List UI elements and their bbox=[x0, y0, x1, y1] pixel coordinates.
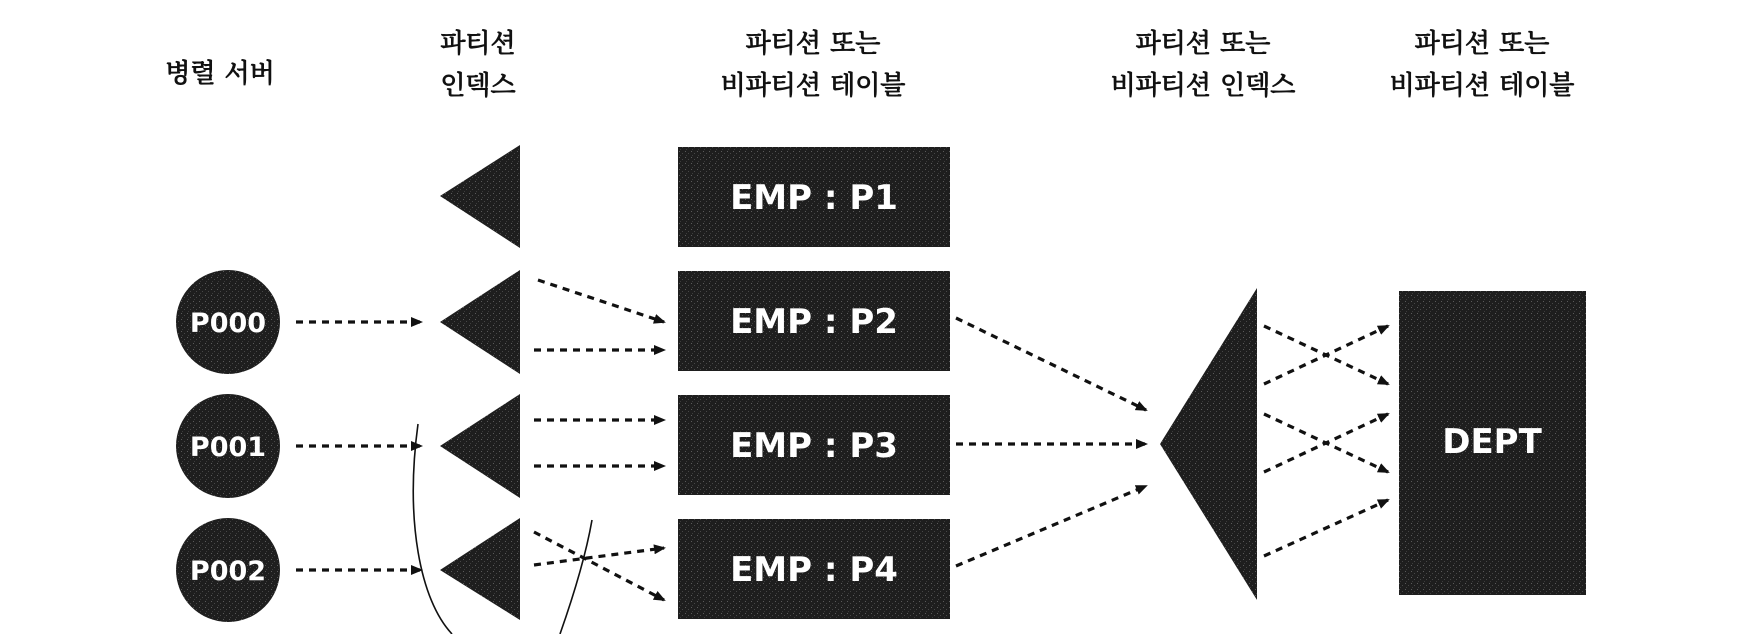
arrow-emp-p4-to-dept-index bbox=[956, 486, 1146, 566]
arrow-index4-to-emp-p4-cross bbox=[534, 532, 664, 600]
emp-partition-label: EMP : P1 bbox=[730, 178, 898, 218]
partition-index-triangle-1 bbox=[440, 145, 520, 248]
dept-index-triangle bbox=[1160, 288, 1257, 600]
server-label: P001 bbox=[189, 432, 267, 463]
emp-partition-p3 bbox=[678, 395, 950, 495]
server-p000 bbox=[176, 270, 280, 374]
partition-index-triangle-3 bbox=[440, 394, 520, 498]
header-partition-index-line1: 파티션 bbox=[440, 29, 516, 59]
arrow-emp-p2-to-dept-index bbox=[956, 318, 1146, 410]
arrow-index4-to-emp-p4 bbox=[534, 548, 664, 565]
server-p001 bbox=[176, 394, 280, 498]
emp-partition-p1 bbox=[678, 147, 950, 247]
header-index-b-line1: 파티션 또는 bbox=[1135, 29, 1271, 59]
header-table-a-line1: 파티션 또는 bbox=[745, 29, 881, 59]
emp-partition-label: EMP : P2 bbox=[730, 302, 898, 342]
emp-partition-p2 bbox=[678, 271, 950, 371]
partition-index-triangle-2 bbox=[440, 270, 520, 374]
server-label: P000 bbox=[189, 308, 267, 339]
arrow-dept-index-to-dept-4 bbox=[1264, 414, 1388, 472]
header-servers: 병렬 서버 bbox=[165, 59, 275, 89]
arrow-index2-to-emp-p2 bbox=[538, 280, 664, 322]
server-label: P002 bbox=[189, 556, 267, 587]
hand-drawn-curve bbox=[413, 424, 452, 634]
partition-index-triangle-4 bbox=[440, 518, 520, 620]
header-table-b-line1: 파티션 또는 bbox=[1414, 29, 1550, 59]
emp-partition-label: EMP : P4 bbox=[730, 550, 898, 590]
dept-label: DEPT bbox=[1442, 422, 1542, 462]
header-table-b-line2: 비파티션 테이블 bbox=[1389, 71, 1575, 101]
emp-partition-label: EMP : P3 bbox=[730, 426, 898, 466]
emp-partition-p4 bbox=[678, 519, 950, 619]
header-partition-index-line2: 인덱스 bbox=[440, 71, 516, 101]
header-table-a-line2: 비파티션 테이블 bbox=[720, 71, 906, 101]
dept-table bbox=[1399, 291, 1586, 595]
hand-drawn-stroke bbox=[560, 520, 592, 634]
arrow-dept-index-to-dept-5 bbox=[1264, 500, 1388, 556]
header-index-b-line2: 비파티션 인덱스 bbox=[1110, 71, 1296, 101]
arrow-dept-index-to-dept-2 bbox=[1264, 326, 1388, 384]
server-p002 bbox=[176, 518, 280, 622]
